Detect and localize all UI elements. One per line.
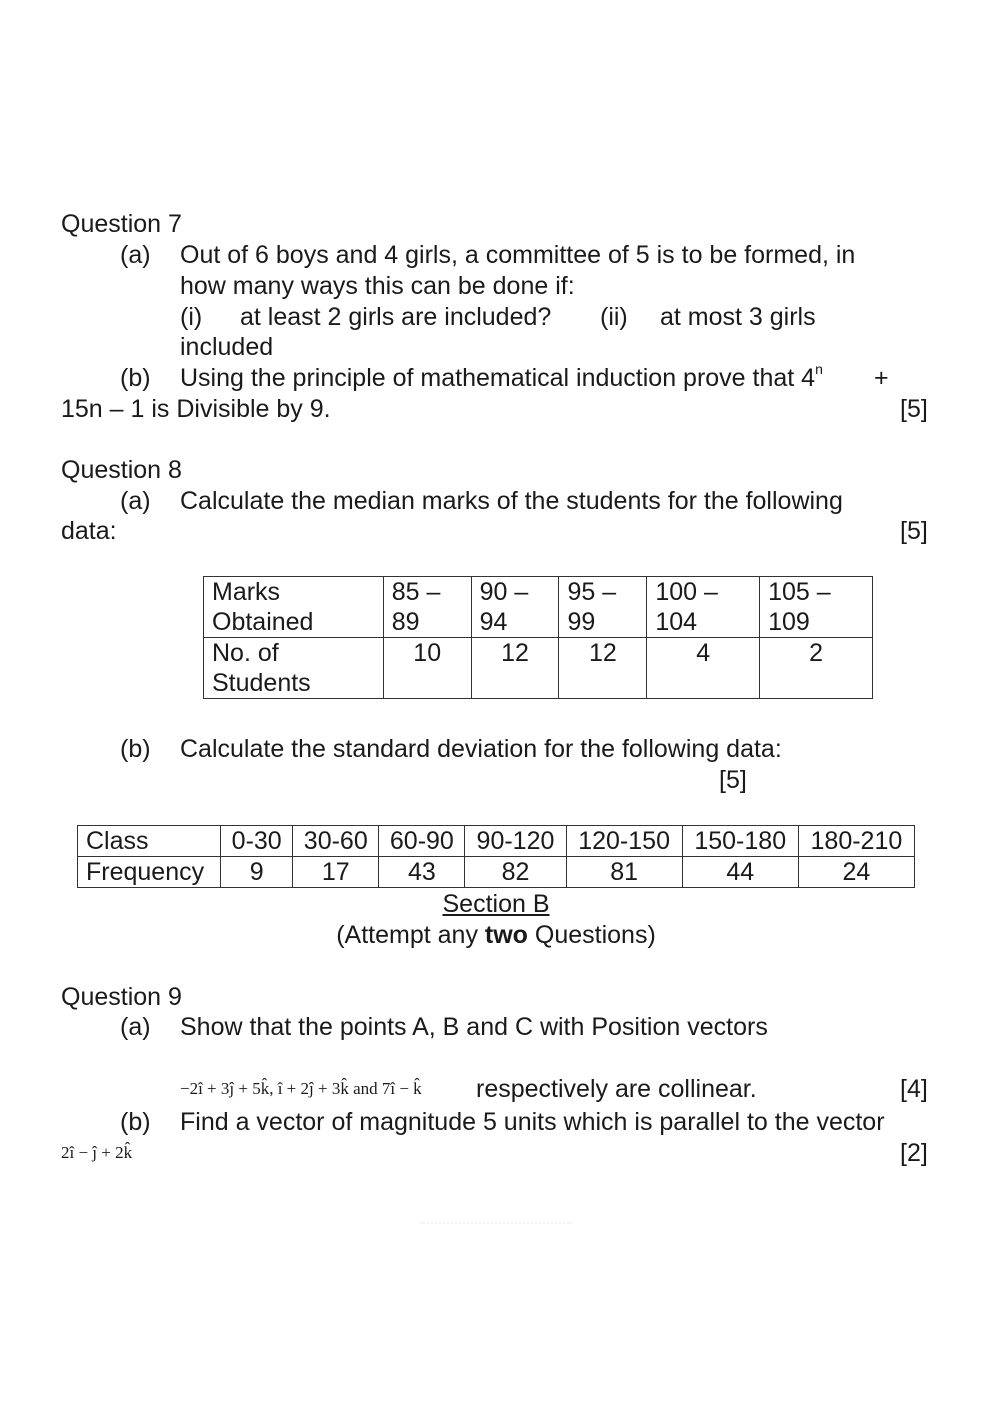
range-cell: 105 – 109 <box>760 577 873 638</box>
section-b-note: (Attempt any two Questions) <box>336 921 656 949</box>
q7-b-plus: + <box>874 364 889 392</box>
frequency-cell: 81 <box>566 857 682 888</box>
q7-b-line2: 15n – 1 is Divisible by 9. <box>61 395 331 423</box>
q7-a-line2: how many ways this can be done if: <box>180 272 575 300</box>
q7-a-ii-text: at most 3 girls <box>660 303 816 331</box>
section-b-note-bold: two <box>484 921 528 949</box>
frequency-cell: 9 <box>221 857 293 888</box>
question-8-title: Question 8 <box>61 456 182 484</box>
q8-b-marks: [5] <box>719 766 747 794</box>
range-cell: 90 – 94 <box>471 577 559 638</box>
frequency-cell: 24 <box>798 857 914 888</box>
frequency-header: Frequency <box>78 857 221 888</box>
q7-marks: [5] <box>900 395 928 423</box>
q7-a-line1: Out of 6 boys and 4 girls, a committee of 5 is to be formed, in <box>180 241 856 269</box>
no-of-students-header: No. of Students <box>204 638 384 699</box>
table-row-students <box>204 638 873 699</box>
frequency-cell: 44 <box>682 857 798 888</box>
q9-b-vector: 2î − ĵ + 2k̂ <box>61 1143 133 1162</box>
question-9-title: Question 9 <box>61 983 182 1011</box>
median-data-table <box>203 576 873 699</box>
q9-b-text: Find a vector of magnitude 5 units which is parallel to the vector <box>180 1108 885 1136</box>
q8-a-text: Calculate the median marks of the students for the following <box>180 487 843 515</box>
q7-a-i-text: at least 2 girls are included? <box>240 303 552 331</box>
frequency-table <box>77 825 915 888</box>
q9-a-marks: [4] <box>900 1075 928 1103</box>
q7-a-label: (a) <box>120 241 151 269</box>
frequency-cell: 43 <box>379 857 465 888</box>
count-cell: 12 <box>471 638 559 699</box>
range-cell: 95 – 99 <box>559 577 647 638</box>
q8-a-marks: [5] <box>900 517 928 545</box>
q9-a-position-vectors: −2î + 3ĵ + 5k̂, î + 2ĵ + 3k̂ and 7î − k̂ <box>180 1079 422 1098</box>
count-cell: 2 <box>760 638 873 699</box>
q7-a-line4: included <box>180 333 274 361</box>
q7-b-label: (b) <box>120 364 151 392</box>
q8-a-line2: data: <box>61 517 117 545</box>
q9-a-text: Show that the points A, B and C with Position vectors <box>180 1013 768 1041</box>
class-cell: 30-60 <box>293 826 379 857</box>
faint-watermark <box>420 1222 572 1230</box>
q7-b-text: Using the principle of mathematical induction prove that 4$^n$ <box>180 361 823 392</box>
q7-a-ii-label: (ii) <box>600 303 628 331</box>
class-cell: 120-150 <box>566 826 682 857</box>
q8-a-label: (a) <box>120 487 151 515</box>
q7-b-exponent: n <box>815 361 823 377</box>
section-b-title-wrap <box>0 889 992 920</box>
count-cell: 4 <box>647 638 760 699</box>
q9-a-label: (a) <box>120 1013 151 1041</box>
frequency-cell: 82 <box>465 857 566 888</box>
frequency-cell: 17 <box>293 857 379 888</box>
q8-b-label: (b) <box>120 735 151 763</box>
question-7-title: Question 7 <box>61 210 182 238</box>
count-cell: 10 <box>383 638 471 699</box>
q7-a-i-label: (i) <box>180 303 203 331</box>
class-cell: 90-120 <box>465 826 566 857</box>
table-row-class <box>78 826 915 857</box>
q9-a-text2: respectively are collinear. <box>476 1075 757 1103</box>
class-header: Class <box>78 826 221 857</box>
class-cell: 180-210 <box>798 826 914 857</box>
q8-b-text: Calculate the standard deviation for the following data: <box>180 735 782 763</box>
range-cell: 85 – 89 <box>383 577 471 638</box>
count-cell: 12 <box>559 638 647 699</box>
class-cell: 0-30 <box>221 826 293 857</box>
class-cell: 60-90 <box>379 826 465 857</box>
class-cell: 150-180 <box>682 826 798 857</box>
q9-b-marks: [2] <box>900 1139 928 1167</box>
table-row-frequency <box>78 857 915 888</box>
section-b-title: Section B <box>442 890 550 918</box>
marks-obtained-header: Marks Obtained <box>204 577 384 638</box>
table-row-marks <box>204 577 873 638</box>
q9-b-label: (b) <box>120 1108 151 1136</box>
range-cell: 100 – 104 <box>647 577 760 638</box>
